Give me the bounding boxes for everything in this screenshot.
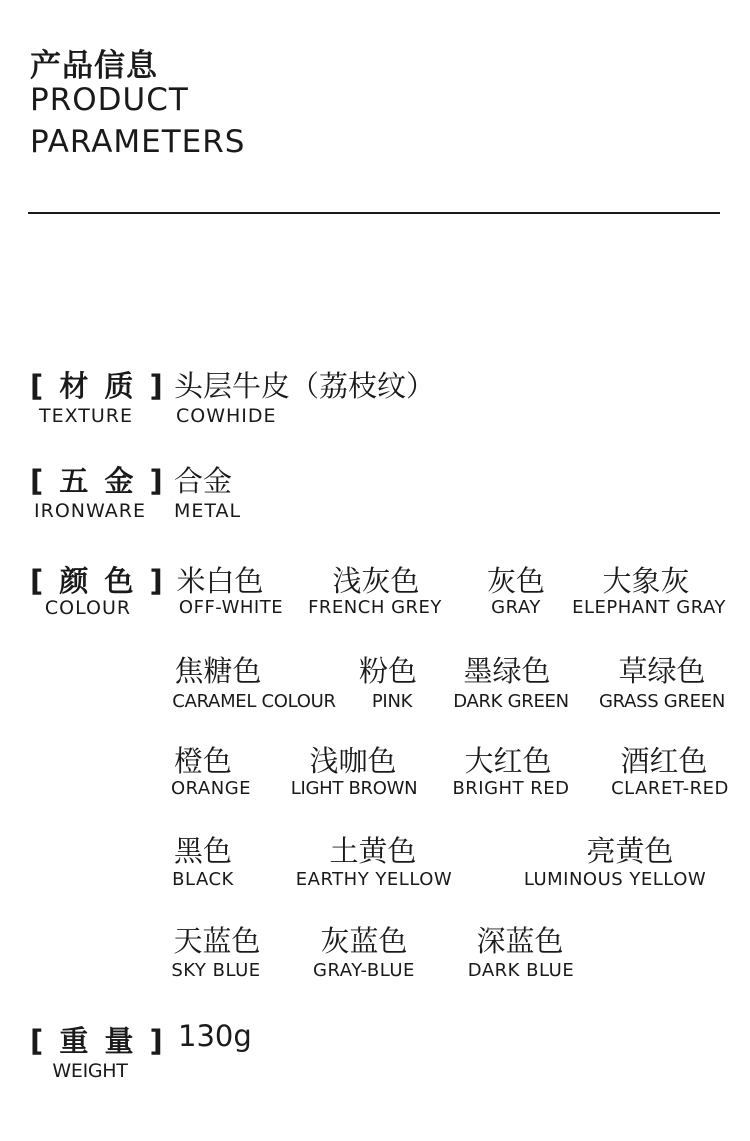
colour-item-en: DARK GREEN: [453, 691, 569, 712]
colour-item: 浅灰色: [332, 564, 420, 598]
colour-item: 大红色: [464, 744, 552, 778]
colour-item-en: ORANGE: [170, 778, 252, 799]
colour-item: 草绿色: [618, 654, 706, 688]
colour-item: 酒红色: [620, 744, 708, 778]
ironware-value: 合金: [174, 464, 233, 498]
colour-item: 粉色: [358, 654, 417, 688]
weight-label-en: WEIGHT: [52, 1060, 128, 1082]
colour-item-en: SKY BLUE: [171, 960, 261, 981]
colour-item-en: FRENCH GREY: [308, 597, 442, 618]
colour-item: 深蓝色: [476, 924, 564, 958]
colour-item: 墨绿色: [463, 654, 551, 688]
page-title-zh: 产品信息: [30, 48, 158, 84]
colour-item-en: LIGHT BROWN: [290, 778, 418, 799]
texture-label: [ 材 质 ]: [30, 369, 166, 403]
colour-item: 亮黄色: [586, 834, 674, 868]
colour-item: 天蓝色: [173, 924, 261, 958]
weight-label: [ 重 量 ]: [30, 1024, 166, 1058]
page-title-en-line1: PRODUCT: [30, 82, 189, 118]
colour-item-en: GRASS GREEN: [599, 691, 725, 712]
weight-value: 130g: [178, 1019, 252, 1053]
colour-item: 橙色: [173, 744, 232, 778]
colour-item: 浅咖色: [309, 744, 397, 778]
colour-item-en: GRAY: [491, 597, 541, 618]
ironware-label: [ 五 金 ]: [30, 464, 166, 498]
ironware-label-en: IRONWARE: [34, 500, 146, 522]
colour-label: [ 颜 色 ]: [30, 564, 166, 598]
colour-item: 灰色: [486, 564, 545, 598]
colour-item-en: LUMINOUS YELLOW: [523, 869, 707, 890]
colour-item: 焦糖色: [174, 654, 262, 688]
colour-item-en: DARK BLUE: [467, 960, 575, 981]
ironware-value-en: METAL: [174, 500, 242, 522]
texture-label-en: TEXTURE: [38, 405, 133, 427]
colour-item-en: PINK: [371, 691, 413, 712]
colour-item: 灰蓝色: [320, 924, 408, 958]
texture-value: 头层牛皮（荔枝纹）: [174, 369, 436, 403]
colour-item-en: CLARET-RED: [611, 778, 729, 799]
colour-item-en: GRAY-BLUE: [313, 960, 415, 981]
texture-value-en: COWHIDE: [176, 405, 277, 427]
colour-item-en: BRIGHT RED: [452, 778, 570, 799]
page-title-en-line2: PARAMETERS: [30, 124, 246, 160]
colour-item-en: BLACK: [172, 869, 234, 890]
colour-item: 米白色: [176, 564, 264, 598]
divider: [28, 212, 720, 214]
colour-item-en: CARAMEL COLOUR: [172, 691, 336, 712]
colour-item: 大象灰: [602, 564, 690, 598]
colour-item-en: EARTHY YELLOW: [295, 869, 453, 890]
colour-label-en: COLOUR: [44, 597, 132, 619]
colour-item: 黑色: [173, 834, 232, 868]
colour-item: 土黄色: [329, 834, 417, 868]
colour-item-en: ELEPHANT GRAY: [572, 597, 726, 618]
colour-item-en: OFF-WHITE: [178, 597, 284, 618]
